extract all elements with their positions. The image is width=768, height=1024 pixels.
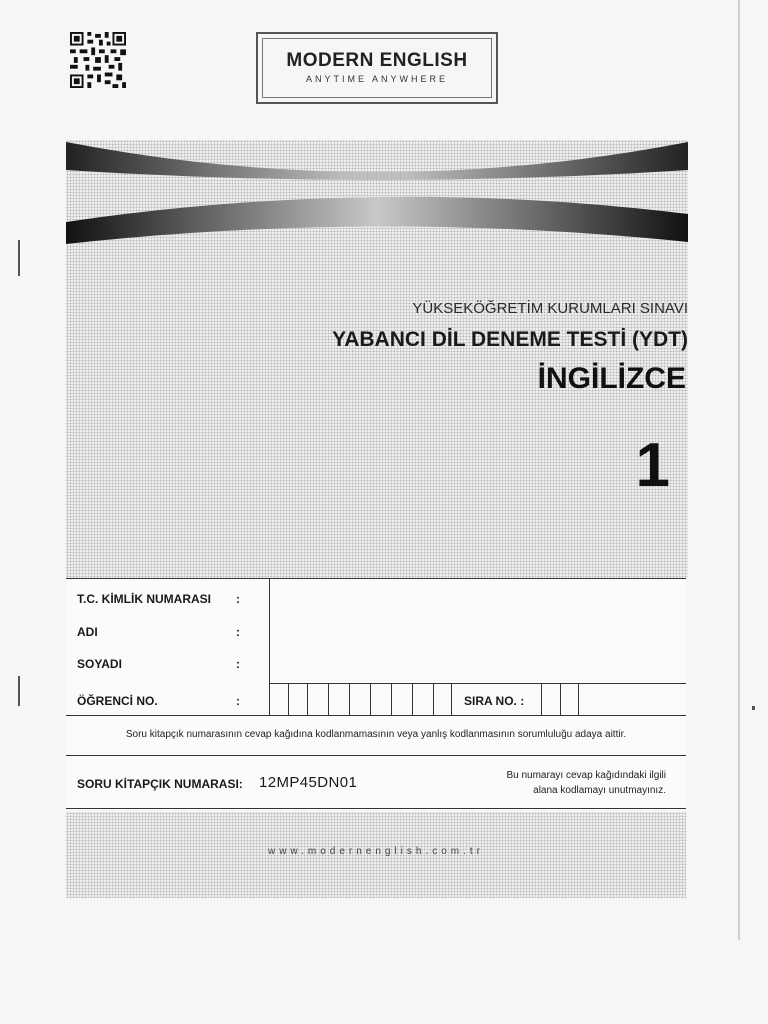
qr-code-icon <box>69 32 127 88</box>
soyadi-label: SOYADI <box>77 657 122 671</box>
colon: : <box>236 592 240 606</box>
reminder-line: Bu numarayı cevap kağıdındaki ilgili <box>506 770 666 781</box>
colon: : <box>236 625 240 639</box>
sira-no-digit-box[interactable] <box>541 684 560 715</box>
student-no-digit-box[interactable] <box>370 684 389 715</box>
candidate-form <box>66 578 686 810</box>
student-no-digit-box[interactable] <box>433 684 452 715</box>
divider <box>66 715 686 716</box>
divider <box>66 755 686 756</box>
responsibility-notice: Soru kitapçık numarasının cevap kağıdına kodlanmamasının veya yanlış kodlanmasının sorumluluğu adaya aittir. <box>125 729 627 740</box>
kitapcik-number-label: SORU KİTAPÇIK NUMARASI: <box>77 777 243 791</box>
adi-label: ADI <box>77 625 98 639</box>
divider <box>66 578 686 579</box>
colon: : <box>236 657 240 671</box>
booklet-number: 1 <box>635 431 670 500</box>
kitapcik-number-value: 12MP45DN01 <box>259 774 358 791</box>
ogrenci-no-label: ÖĞRENCİ NO. <box>77 694 158 708</box>
scan-mark <box>752 706 755 710</box>
divider <box>269 578 270 715</box>
website-url: www.modernenglish.com.tr <box>267 846 485 857</box>
student-no-digit-box[interactable] <box>391 684 410 715</box>
sira-no-label: SIRA NO. : <box>464 694 525 708</box>
sira-no-digit-box[interactable] <box>560 684 579 715</box>
student-no-digit-box[interactable] <box>328 684 347 715</box>
brand-logo <box>256 32 498 104</box>
footer-band <box>66 812 686 898</box>
page-edge-line <box>738 0 740 940</box>
coding-reminder <box>466 768 666 798</box>
scan-mark <box>18 676 20 706</box>
swoosh-decoration <box>66 140 688 250</box>
brand-name: MODERN ENGLISH <box>286 50 468 71</box>
exam-title: YABANCI DİL DENEME TESTİ (YDT) <box>332 328 688 351</box>
tc-kimlik-label: T.C. KİMLİK NUMARASI <box>77 592 211 606</box>
exam-language: İNGİLİZCE <box>537 362 686 395</box>
scan-mark <box>18 240 20 276</box>
reminder-line: alana kodlamayı unutmayınız. <box>533 785 666 796</box>
brand-tagline: ANYTIME ANYWHERE <box>305 74 448 84</box>
colon: : <box>236 694 240 708</box>
divider <box>66 808 686 809</box>
student-no-digit-box[interactable] <box>307 684 326 715</box>
cover-panel <box>66 140 688 578</box>
student-no-digit-box[interactable] <box>349 684 368 715</box>
student-no-digit-box[interactable] <box>288 684 307 715</box>
student-no-digit-box[interactable] <box>412 684 431 715</box>
exam-subtitle: YÜKSEKÖĞRETİM KURUMLARI SINAVI <box>412 300 688 317</box>
